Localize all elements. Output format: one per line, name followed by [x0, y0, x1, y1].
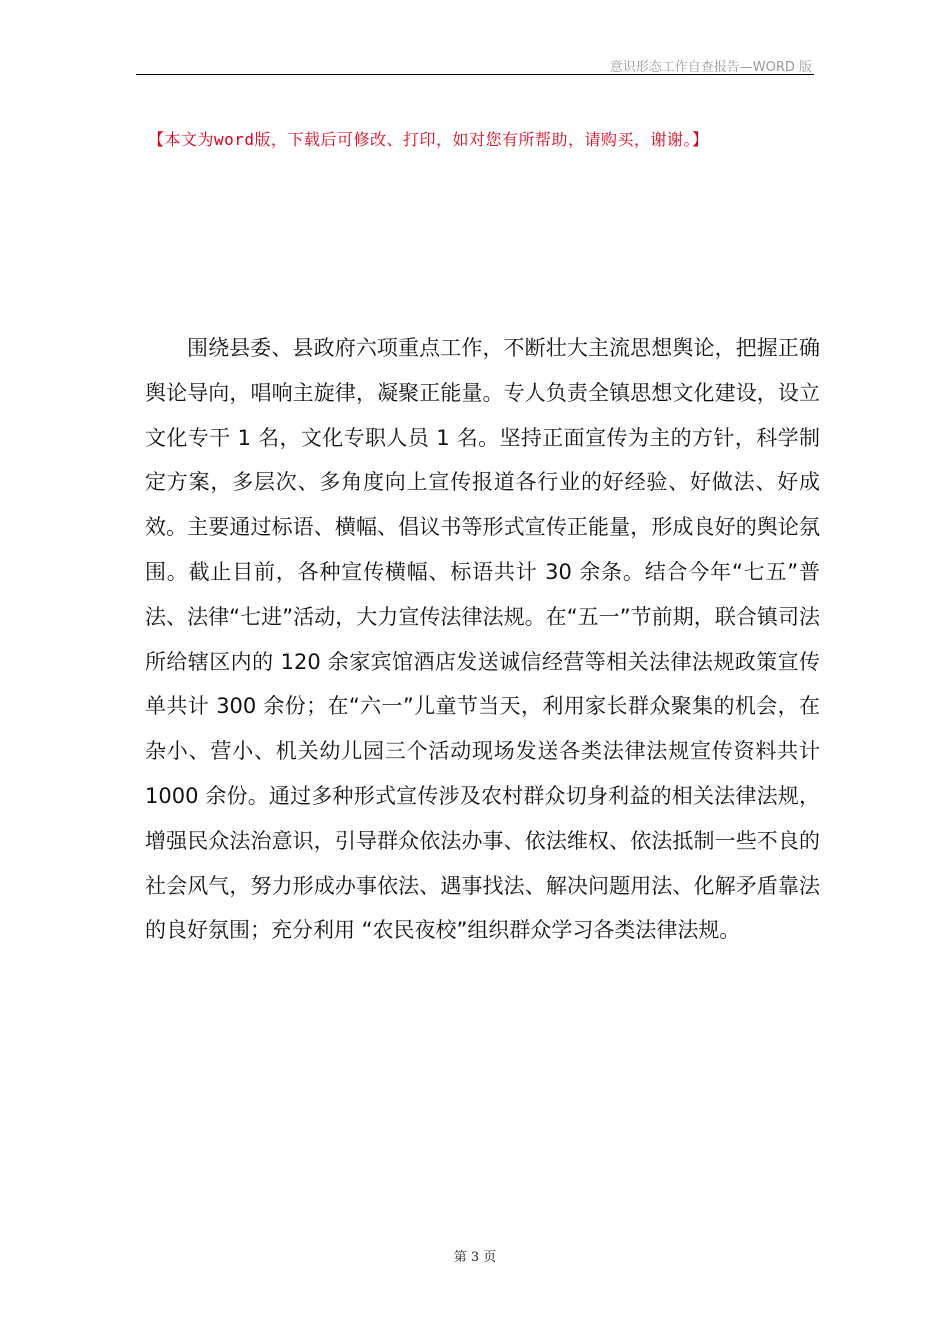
purchase-notice: 【本文为word版，下载后可修改、打印，如对您有所帮助，请购买，谢谢。】 — [148, 130, 709, 149]
page-number: 第 3 页 — [453, 1250, 497, 1265]
header-divider — [136, 74, 814, 75]
header-title: 意识形态工作自查报告—WORD 版 — [609, 60, 812, 75]
body-paragraph: 围绕县委、县政府六项重点工作，不断壮大主流思想舆论，把握正确舆论导向，唱响主旋律，凝聚正能量。专人负责全镇思想文化建设，设立文化专干 1 名，文化专职人员 1 名。坚持正面宣传为主的方针，科学制定方案，多层次、多角度向上宣传报道各行业的好经验、好做法、好成效。主要通过标语、横幅、倡议书等形式宣传正能量，形成良好的舆论氛围。截止目前，各种宣传横幅、标语共计 30 余条。结合今年“七五”普法、法律“七进”活动，大力宣传法律法规。在“五一”节前期，联合镇司法所给辖区内的 120 余家宾馆酒店发送诚信经营等相关法律法规政策宣传单共计 300 余份；在“六一”儿童节当天，利用家长群众聚集的机会，在杂小、营小、机关幼儿园三个活动现场发送各类法律法规宣传资料共计 1000 余份。通过多种形式宣传涉及农村群众切身利益的相关法律法规，增强民众法治意识，引导群众依法办事、依法维权、依法抵制一些不良的社会风气，努力形成办事依法、遇事找法、解决问题用法、化解矛盾靠法的良好氛围；充分利用 “农民夜校”组织群众学习各类法律法规。 — [145, 336, 820, 943]
